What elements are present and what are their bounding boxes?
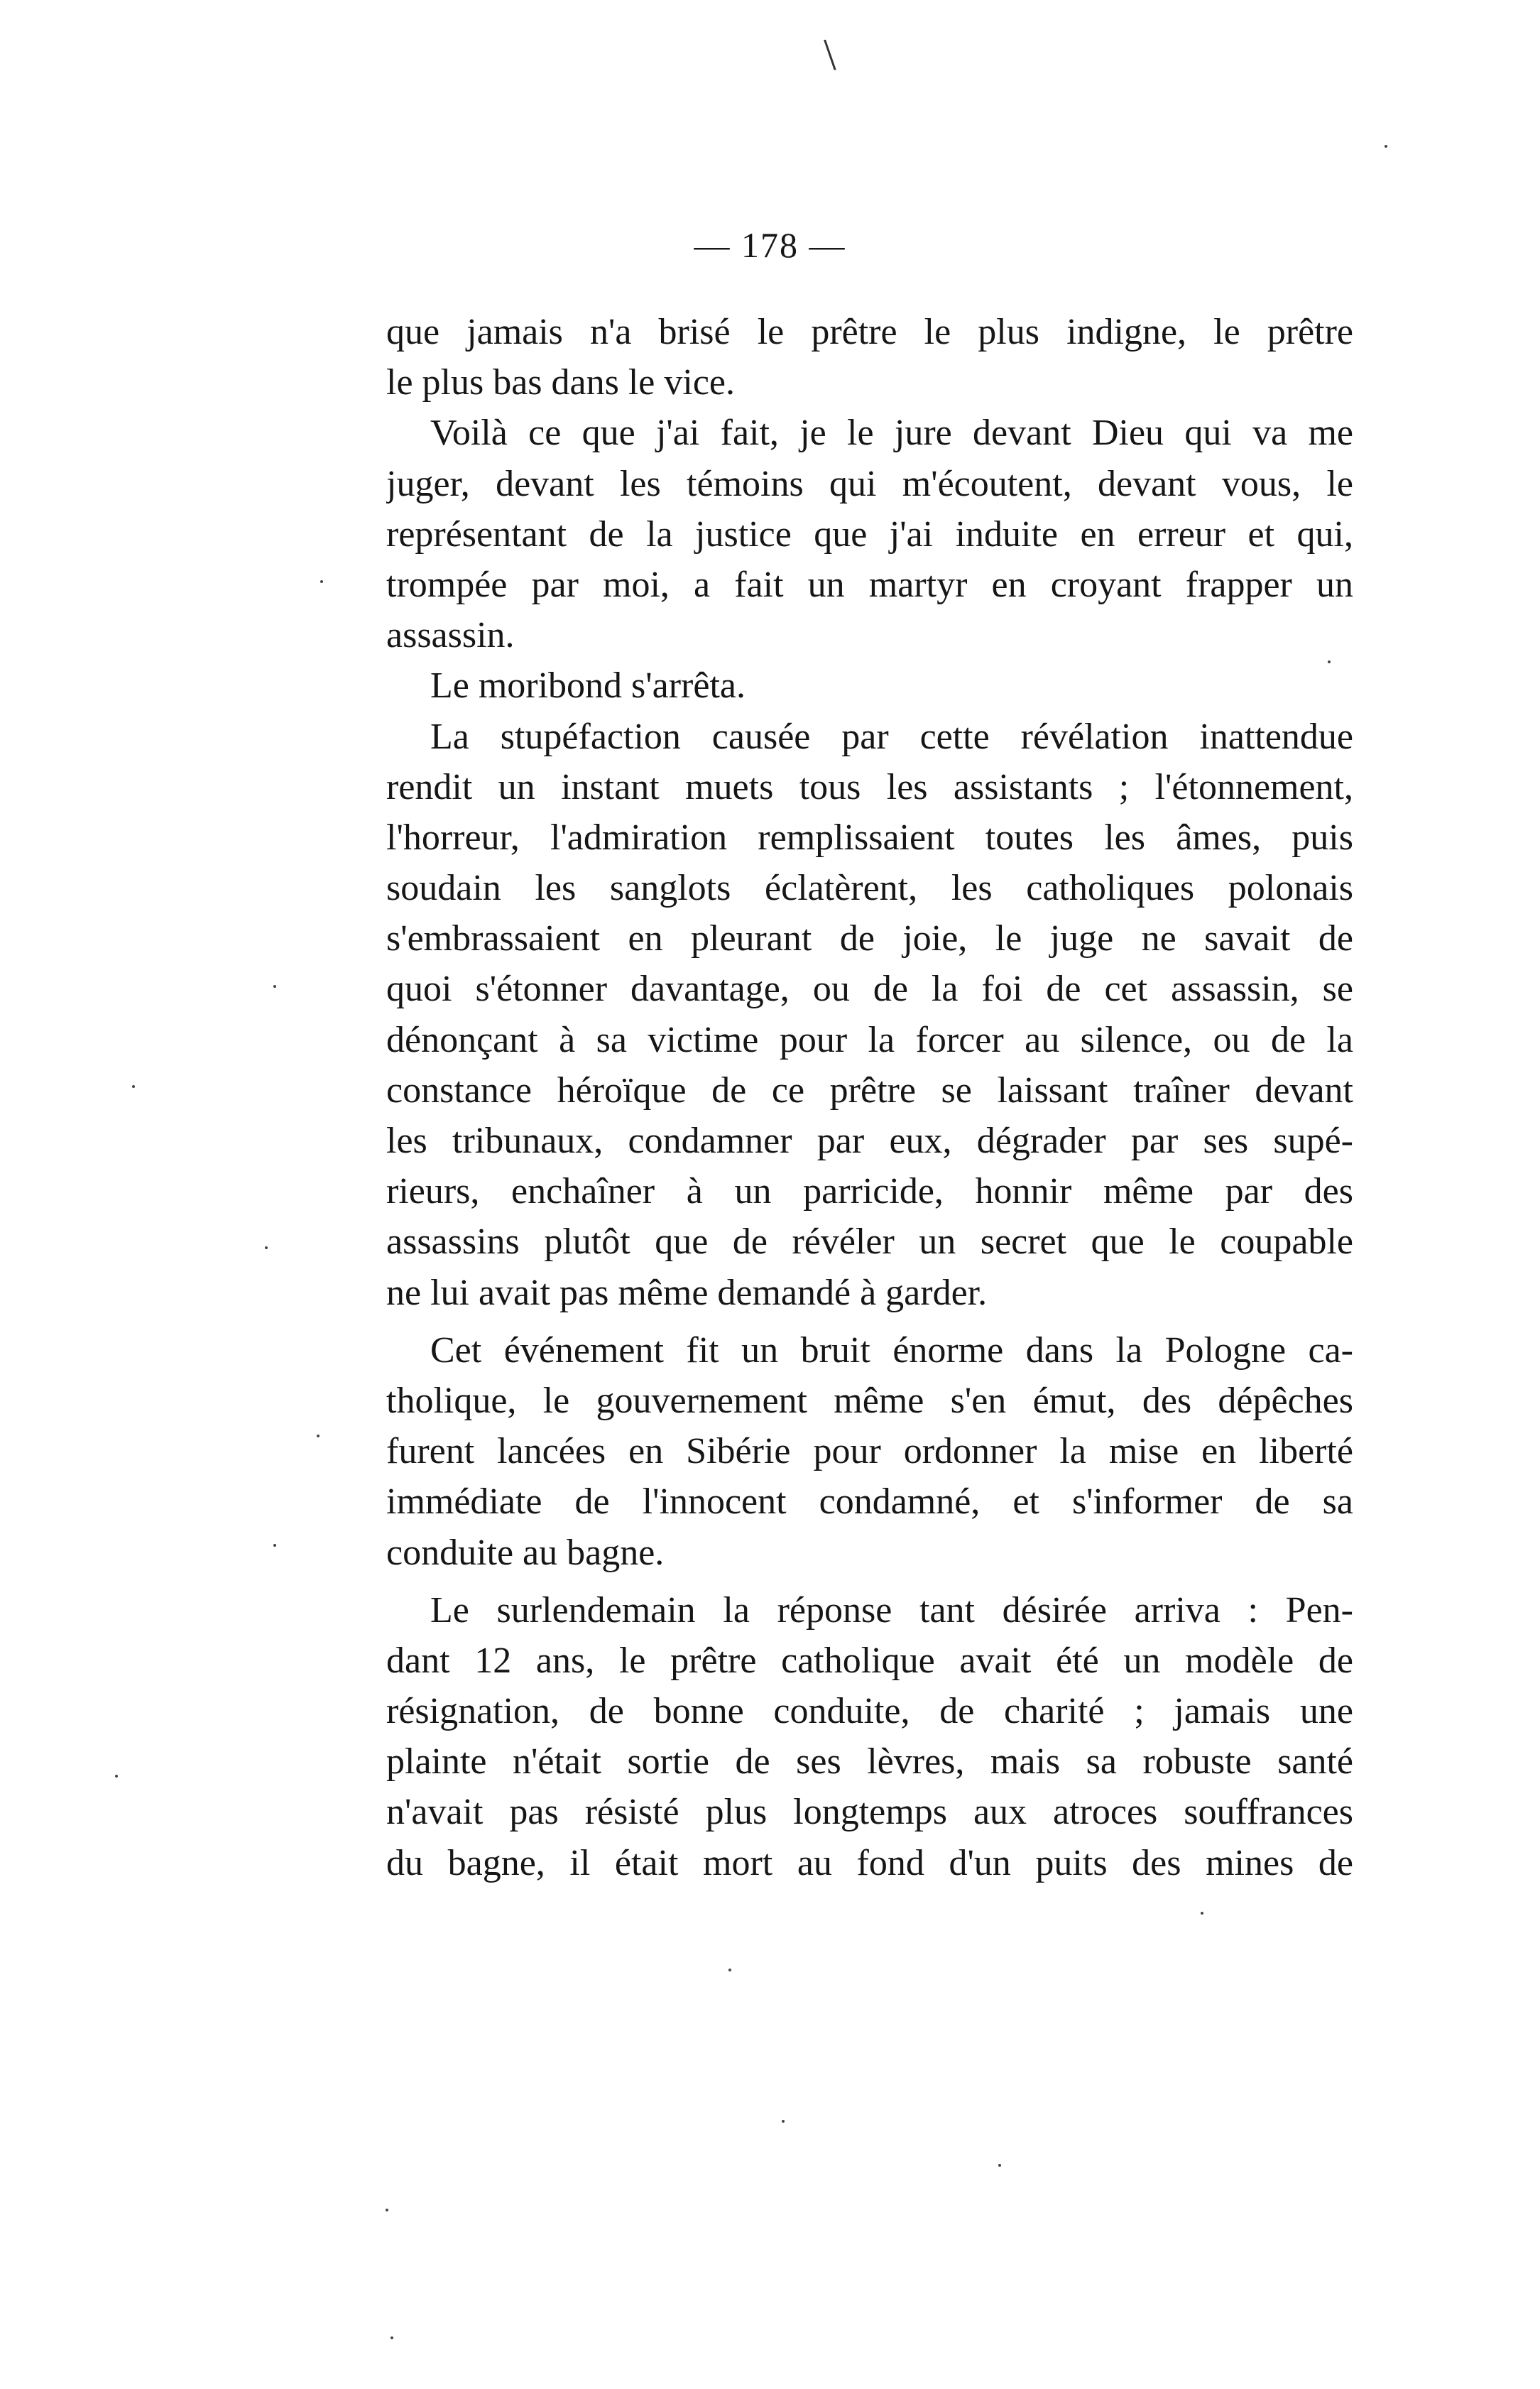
scan-speck <box>115 1775 118 1778</box>
text-line: ne lui avait pas même demandé à garder. <box>386 1272 988 1313</box>
paragraph <box>386 660 1353 711</box>
text-line: rieurs, enchaîner à un parricide, honnir même par des <box>386 1171 1353 1212</box>
text-line: immédiate de l'innocent condamné, et s'informer de sa <box>386 1481 1353 1523</box>
scan-speck <box>265 1246 268 1249</box>
text-line: juger, devant les témoins qui m'écoutent, devant vous, le <box>386 463 1353 504</box>
paragraph <box>386 1325 1353 1578</box>
text-line: les tribunaux, condamner par eux, dégrader par ses supé- <box>386 1121 1353 1161</box>
scan-speck <box>782 2120 785 2123</box>
scan-speck <box>728 1969 731 1971</box>
text-line: s'embrassaient en pleurant de joie, le juge ne savait de <box>386 918 1353 959</box>
top-mark: \ <box>824 29 836 80</box>
text-line: constance héroïque de ce prêtre se laissant traîner devant <box>386 1070 1353 1111</box>
paragraph-gap <box>386 1578 1353 1585</box>
text-line: conduite au bagne. <box>386 1532 665 1573</box>
scan-speck <box>386 2209 388 2211</box>
text-line: assassins plutôt que de révéler un secret que le coupable <box>386 1221 1353 1263</box>
text-line: soudain les sanglots éclatèrent, les catholiques polonais <box>386 868 1353 909</box>
paragraph <box>386 1585 1353 1888</box>
scan-speck <box>273 985 276 988</box>
text-line: dant 12 ans, le prêtre catholique avait été un modèle de <box>386 1640 1353 1681</box>
scan-speck <box>391 2336 393 2339</box>
scan-speck <box>132 1085 135 1088</box>
text-line: trompée par moi, a fait un martyr en croyant frapper un <box>386 564 1353 605</box>
scan-speck <box>1201 1912 1203 1915</box>
page-number: — 178 — <box>694 225 846 265</box>
text-line: Cet événement fit un bruit énorme dans la Pologne ca- <box>430 1329 1353 1371</box>
paragraph-gap <box>386 1318 1353 1325</box>
body-text <box>386 307 1353 1888</box>
text-line: rendit un instant muets tous les assistants ; l'étonnement, <box>386 766 1353 807</box>
text-line: Voilà ce que j'ai fait, je le jure devant Dieu qui va me <box>430 413 1353 454</box>
paragraph <box>386 408 1353 660</box>
text-line: représentant de la justice que j'ai induite en erreur et qui, <box>386 513 1353 555</box>
text-line: résignation, de bonne conduite, de charité ; jamais une <box>386 1691 1353 1732</box>
text-line: l'horreur, l'admiration remplissaient toutes les âmes, puis <box>386 817 1353 858</box>
text-line: le plus bas dans le vice. <box>386 362 735 403</box>
text-line: dénonçant à sa victime pour la forcer au silence, ou de la <box>386 1019 1353 1060</box>
text-line: du bagne, il était mort au fond d'un puits des mines de <box>386 1842 1353 1883</box>
paragraph <box>386 307 1353 408</box>
scan-speck <box>320 580 323 583</box>
text-line: La stupéfaction causée par cette révélation inattendue <box>430 716 1353 757</box>
text-line: quoi s'étonner davantage, ou de la foi de cet assassin, se <box>386 969 1353 1010</box>
text-line: que jamais n'a brisé le prêtre le plus indigne, le prêtre <box>386 312 1353 352</box>
text-line: n'avait pas résisté plus longtemps aux atroces souffrances <box>386 1792 1353 1833</box>
scan-speck <box>1328 660 1331 663</box>
text-line: tholique, le gouvernement même s'en émut, des dépêches <box>386 1380 1353 1421</box>
scan-speck <box>998 2164 1001 2167</box>
text-line: plainte n'était sortie de ses lèvres, mais sa robuste santé <box>386 1741 1353 1783</box>
scan-speck <box>273 1544 276 1547</box>
text-line: Le surlendemain la réponse tant désirée arriva : Pen- <box>430 1589 1353 1631</box>
scan-speck <box>317 1435 320 1437</box>
text-line: assassin. <box>386 615 515 656</box>
text-line: Le moribond s'arrêta. <box>430 665 746 707</box>
scan-speck <box>1385 145 1387 148</box>
text-line: furent lancées en Sibérie pour ordonner la mise en liberté <box>386 1431 1353 1472</box>
paragraph <box>386 712 1353 1318</box>
